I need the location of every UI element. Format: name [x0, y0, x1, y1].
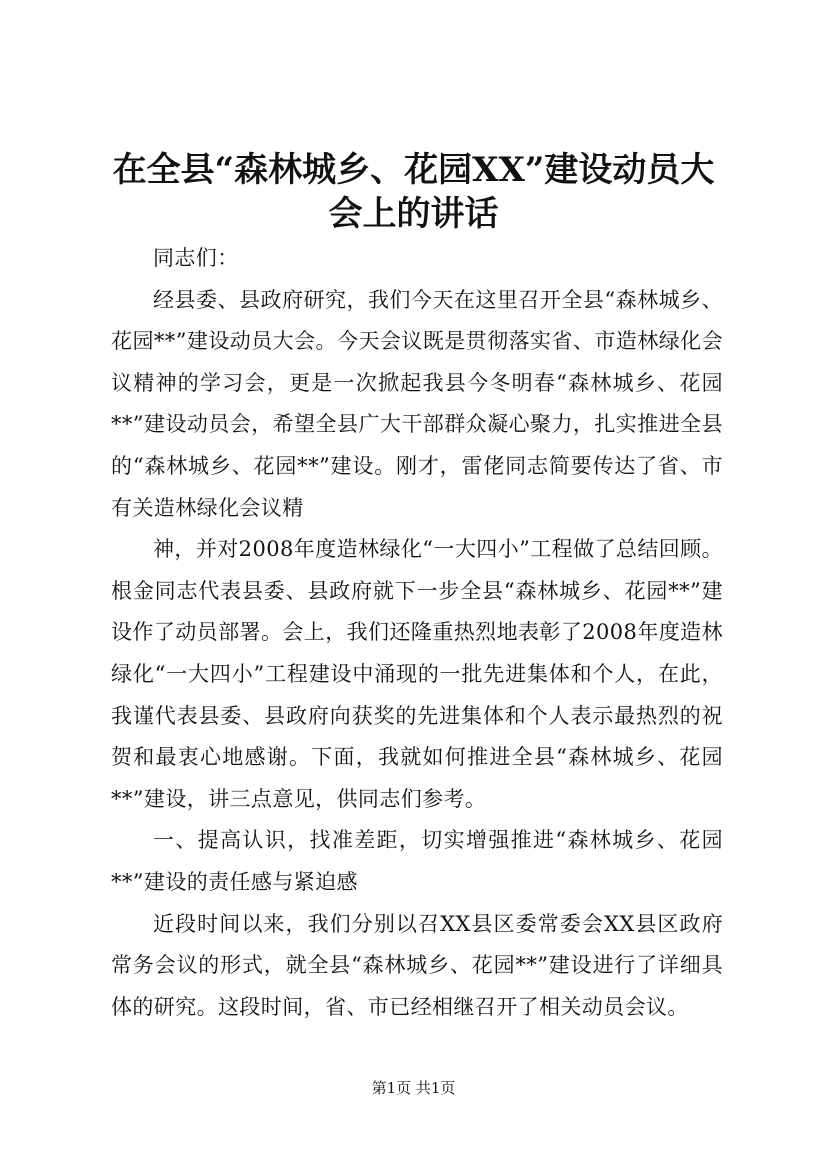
paragraph-1: 经县委、县政府研究，我们今天在这里召开全县“森林城乡、花园**”建设动员大会。今天会议既是贯彻落实省、市造林绿化会议精神的学习会，更是一次掀起我县今冬明春“森林城乡、花园**”建设动员会，希望全县广大干部群众凝心聚力，扎实推进全县的“森林城乡、花园**”建设。刚才，雷佬同志简要传达了省、市有关造林绿化会议精 — [111, 287, 723, 520]
page-footer: 第1页 共1页 — [371, 1079, 456, 1097]
document-body — [111, 238, 723, 1028]
document-title: 在全县“森林城乡、花园XX”建设动员大会上的讲话 — [112, 150, 715, 234]
paragraph-2: 神，并对2008年度造林绿化“一大四小”工程做了总结回顾。根金同志代表县委、县政府就下一步全县“森林城乡、花园**”建设作了动员部署。会上，我们还隆重热烈地表彰了2008年度造林绿化“一大四小”工程建设中涌现的一批先进集体和个人，在此，我谨代表县委、县政府向获奖的先进集体和个人表示最热烈的祝贺和最衷心地感谢。下面，我就如何推进全县“森林城乡、花园**”建设，讲三点意见，供同志们参考。 — [111, 537, 723, 811]
paragraph-3: 近段时间以来，我们分别以召XX县区委常委会XX县区政府常务会议的形式，就全县“森林城乡、花园**”建设进行了详细具体的研究。这段时间，省、市已经相继召开了相关动员会议。 — [111, 911, 723, 1019]
section-heading-1: 一、提高认识，找准差距，切实增强推进“森林城乡、花园**”建设的责任感与紧迫感 — [111, 828, 723, 894]
paragraph-salutation: 同志们： — [153, 246, 239, 270]
